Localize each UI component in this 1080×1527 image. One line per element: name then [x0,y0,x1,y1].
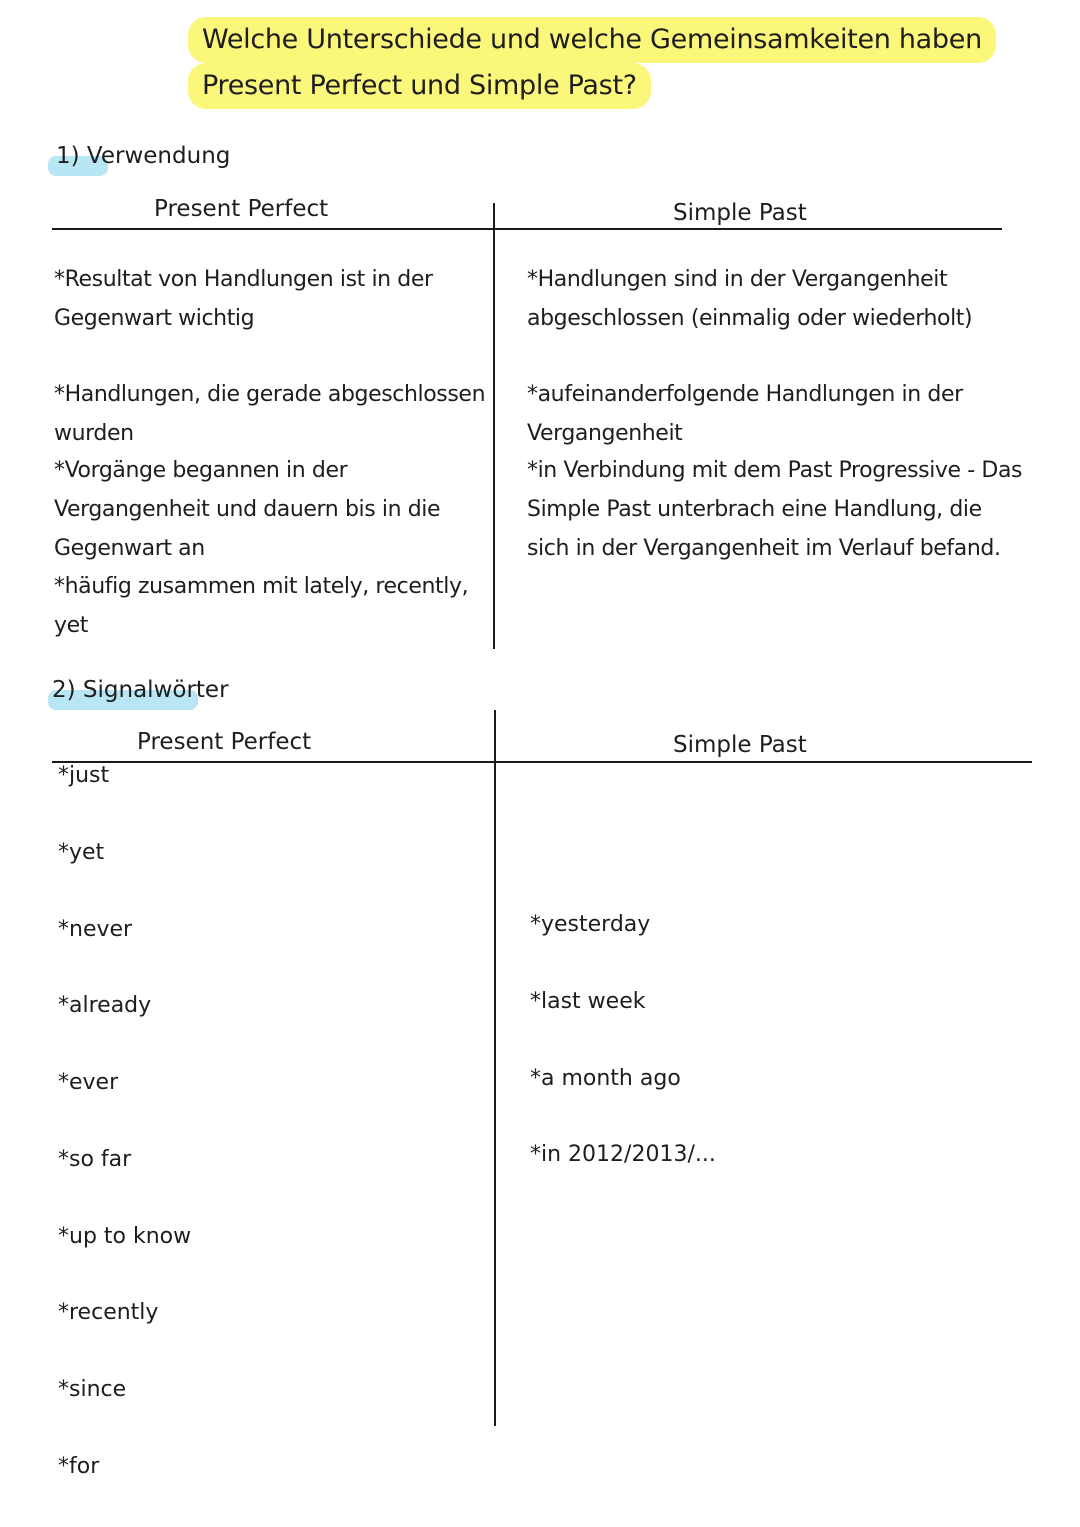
signal-present-perfect-9: *since [58,1377,127,1402]
usage-table-divider [493,203,495,649]
section-heading-signals: 2) Signalwörter [52,677,229,703]
usage-simple-past-item-1: *Handlungen sind in der Vergangenheit abgeschlossen (einmalig oder wiederholt) [527,267,973,331]
usage-simple-past-item-2: *aufeinanderfolgende Handlungen in der Vergangenheit [527,382,963,446]
signal-present-perfect-4: *already [58,993,152,1018]
signal-simple-past-3: *a month ago [530,1066,681,1091]
signal-present-perfect-1: *just [58,763,110,788]
signal-present-perfect-3: *never [58,917,133,942]
usage-present-perfect-item-4: *häufig zusammen mit lately, recently, yet [54,574,469,638]
signal-present-perfect-7: *up to know [58,1224,192,1249]
signal-simple-past-1: *yesterday [530,912,651,937]
section-heading-usage: 1) Verwendung [56,143,231,169]
usage-header-simple-past: Simple Past [673,200,807,226]
signals-header-present-perfect: Present Perfect [137,729,312,755]
usage-table-header-line [52,228,1002,230]
signals-table-divider [494,710,496,1426]
usage-simple-past-item-3: *in Verbindung mit dem Past Progressive - Das Simple Past unterbrach eine Handlung, die sich in der Vergangenheit im Verlauf befand. [527,458,1023,561]
signal-simple-past-2: *last week [530,989,646,1014]
usage-present-perfect-item-3: *Vorgänge begannen in der Vergangenheit und dauern bis in die Gegenwart an [54,458,441,561]
usage-present-perfect-item-1: *Resultat von Handlungen ist in der Gegenwart wichtig [54,267,433,331]
usage-present-perfect-item-2: *Handlungen, die gerade abgeschlossen wurden [54,382,486,446]
signal-present-perfect-5: *ever [58,1070,119,1095]
title-line-1: Welche Unterschiede und welche Gemeinsamkeiten haben [188,17,996,63]
title-line-2: Present Perfect und Simple Past? [188,63,651,109]
signal-present-perfect-2: *yet [58,840,105,865]
signal-simple-past-4: *in 2012/2013/... [530,1142,716,1167]
signal-present-perfect-6: *so far [58,1147,132,1172]
signal-present-perfect-10: *for [58,1454,100,1479]
signals-table-header-line [52,761,1032,763]
signal-present-perfect-8: *recently [58,1300,159,1325]
signals-header-simple-past: Simple Past [673,732,807,758]
usage-header-present-perfect: Present Perfect [154,196,329,222]
